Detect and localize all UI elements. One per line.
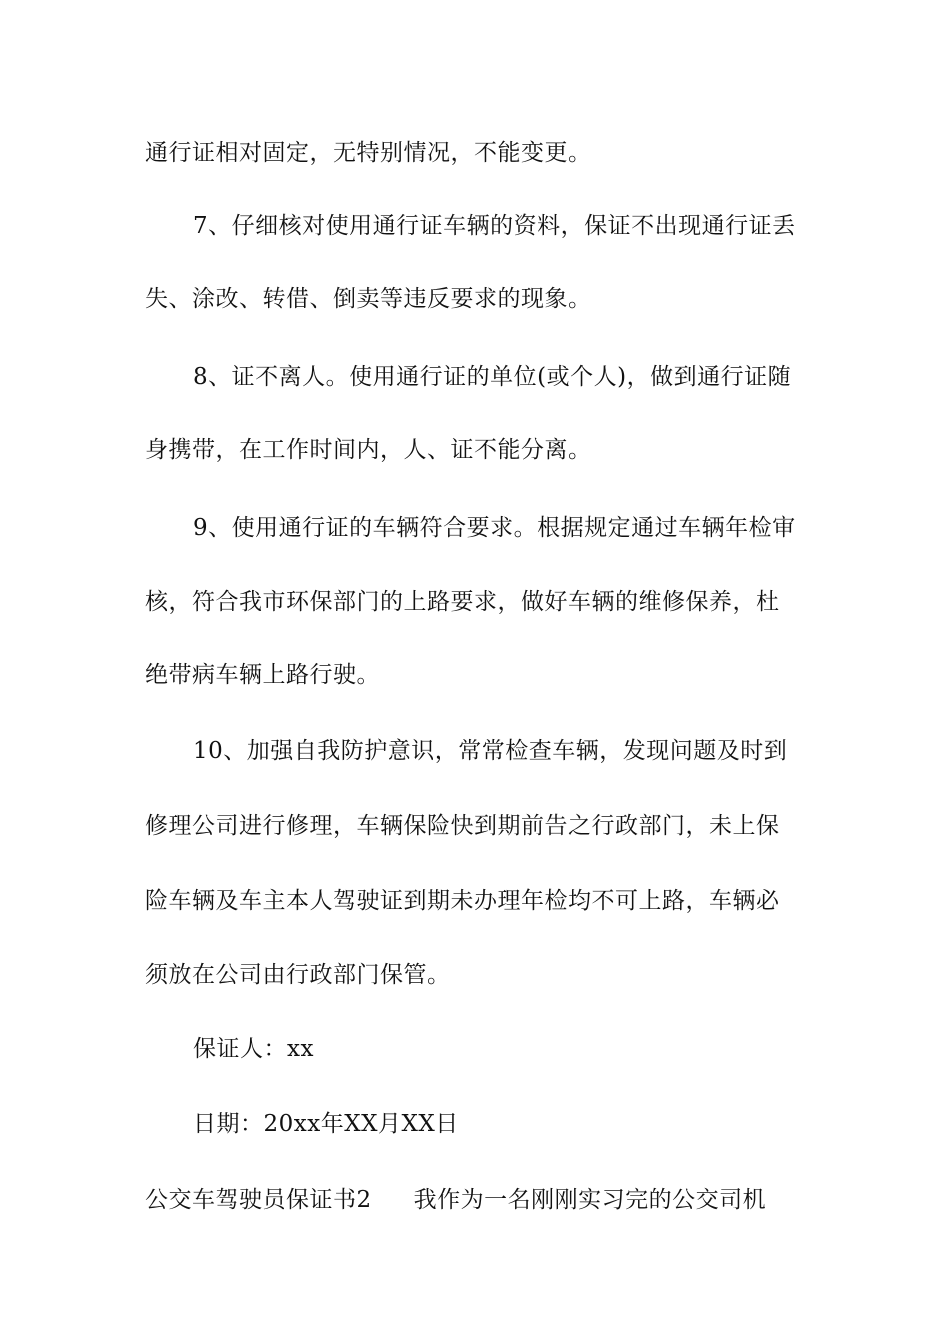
paragraph-line: 8、证不离人。使用通行证的单位(或个人)，做到通行证随	[193, 364, 792, 390]
paragraph-line: 失、涂改、转借、倒卖等违反要求的现象。	[145, 286, 592, 312]
paragraph-line: 险车辆及车主本人驾驶证到期未办理年检均不可上路，车辆必	[145, 888, 780, 914]
paragraph-line: 须放在公司由行政部门保管。	[145, 962, 451, 988]
paragraph-line: 身携带，在工作时间内，人、证不能分离。	[145, 437, 592, 463]
guarantor-line: 保证人：xx	[193, 1036, 314, 1062]
paragraph-line: 绝带病车辆上路行驶。	[145, 662, 380, 688]
section-heading-line	[145, 1185, 766, 1215]
paragraph-line: 10、加强自我防护意识，常常检查车辆，发现问题及时到	[193, 738, 788, 764]
paragraph-line: 通行证相对固定，无特别情况，不能变更。	[145, 140, 592, 166]
paragraph-line: 9、使用通行证的车辆符合要求。根据规定通过车辆年检审	[193, 515, 796, 541]
date-line: 日期：20xx年XX月XX日	[193, 1111, 459, 1137]
paragraph-line: 7、仔细核对使用通行证车辆的资料，保证不出现通行证丢	[193, 213, 796, 239]
paragraph-line: 修理公司进行修理，车辆保险快到期前告之行政部门，未上保	[145, 813, 780, 839]
paragraph-line: 核，符合我市环保部门的上路要求，做好车辆的维修保养，杜	[145, 589, 780, 615]
heading-continuation: 我作为一名刚刚实习完的公交司机	[413, 1187, 767, 1213]
section-heading: 公交车驾驶员保证书2	[145, 1187, 372, 1213]
